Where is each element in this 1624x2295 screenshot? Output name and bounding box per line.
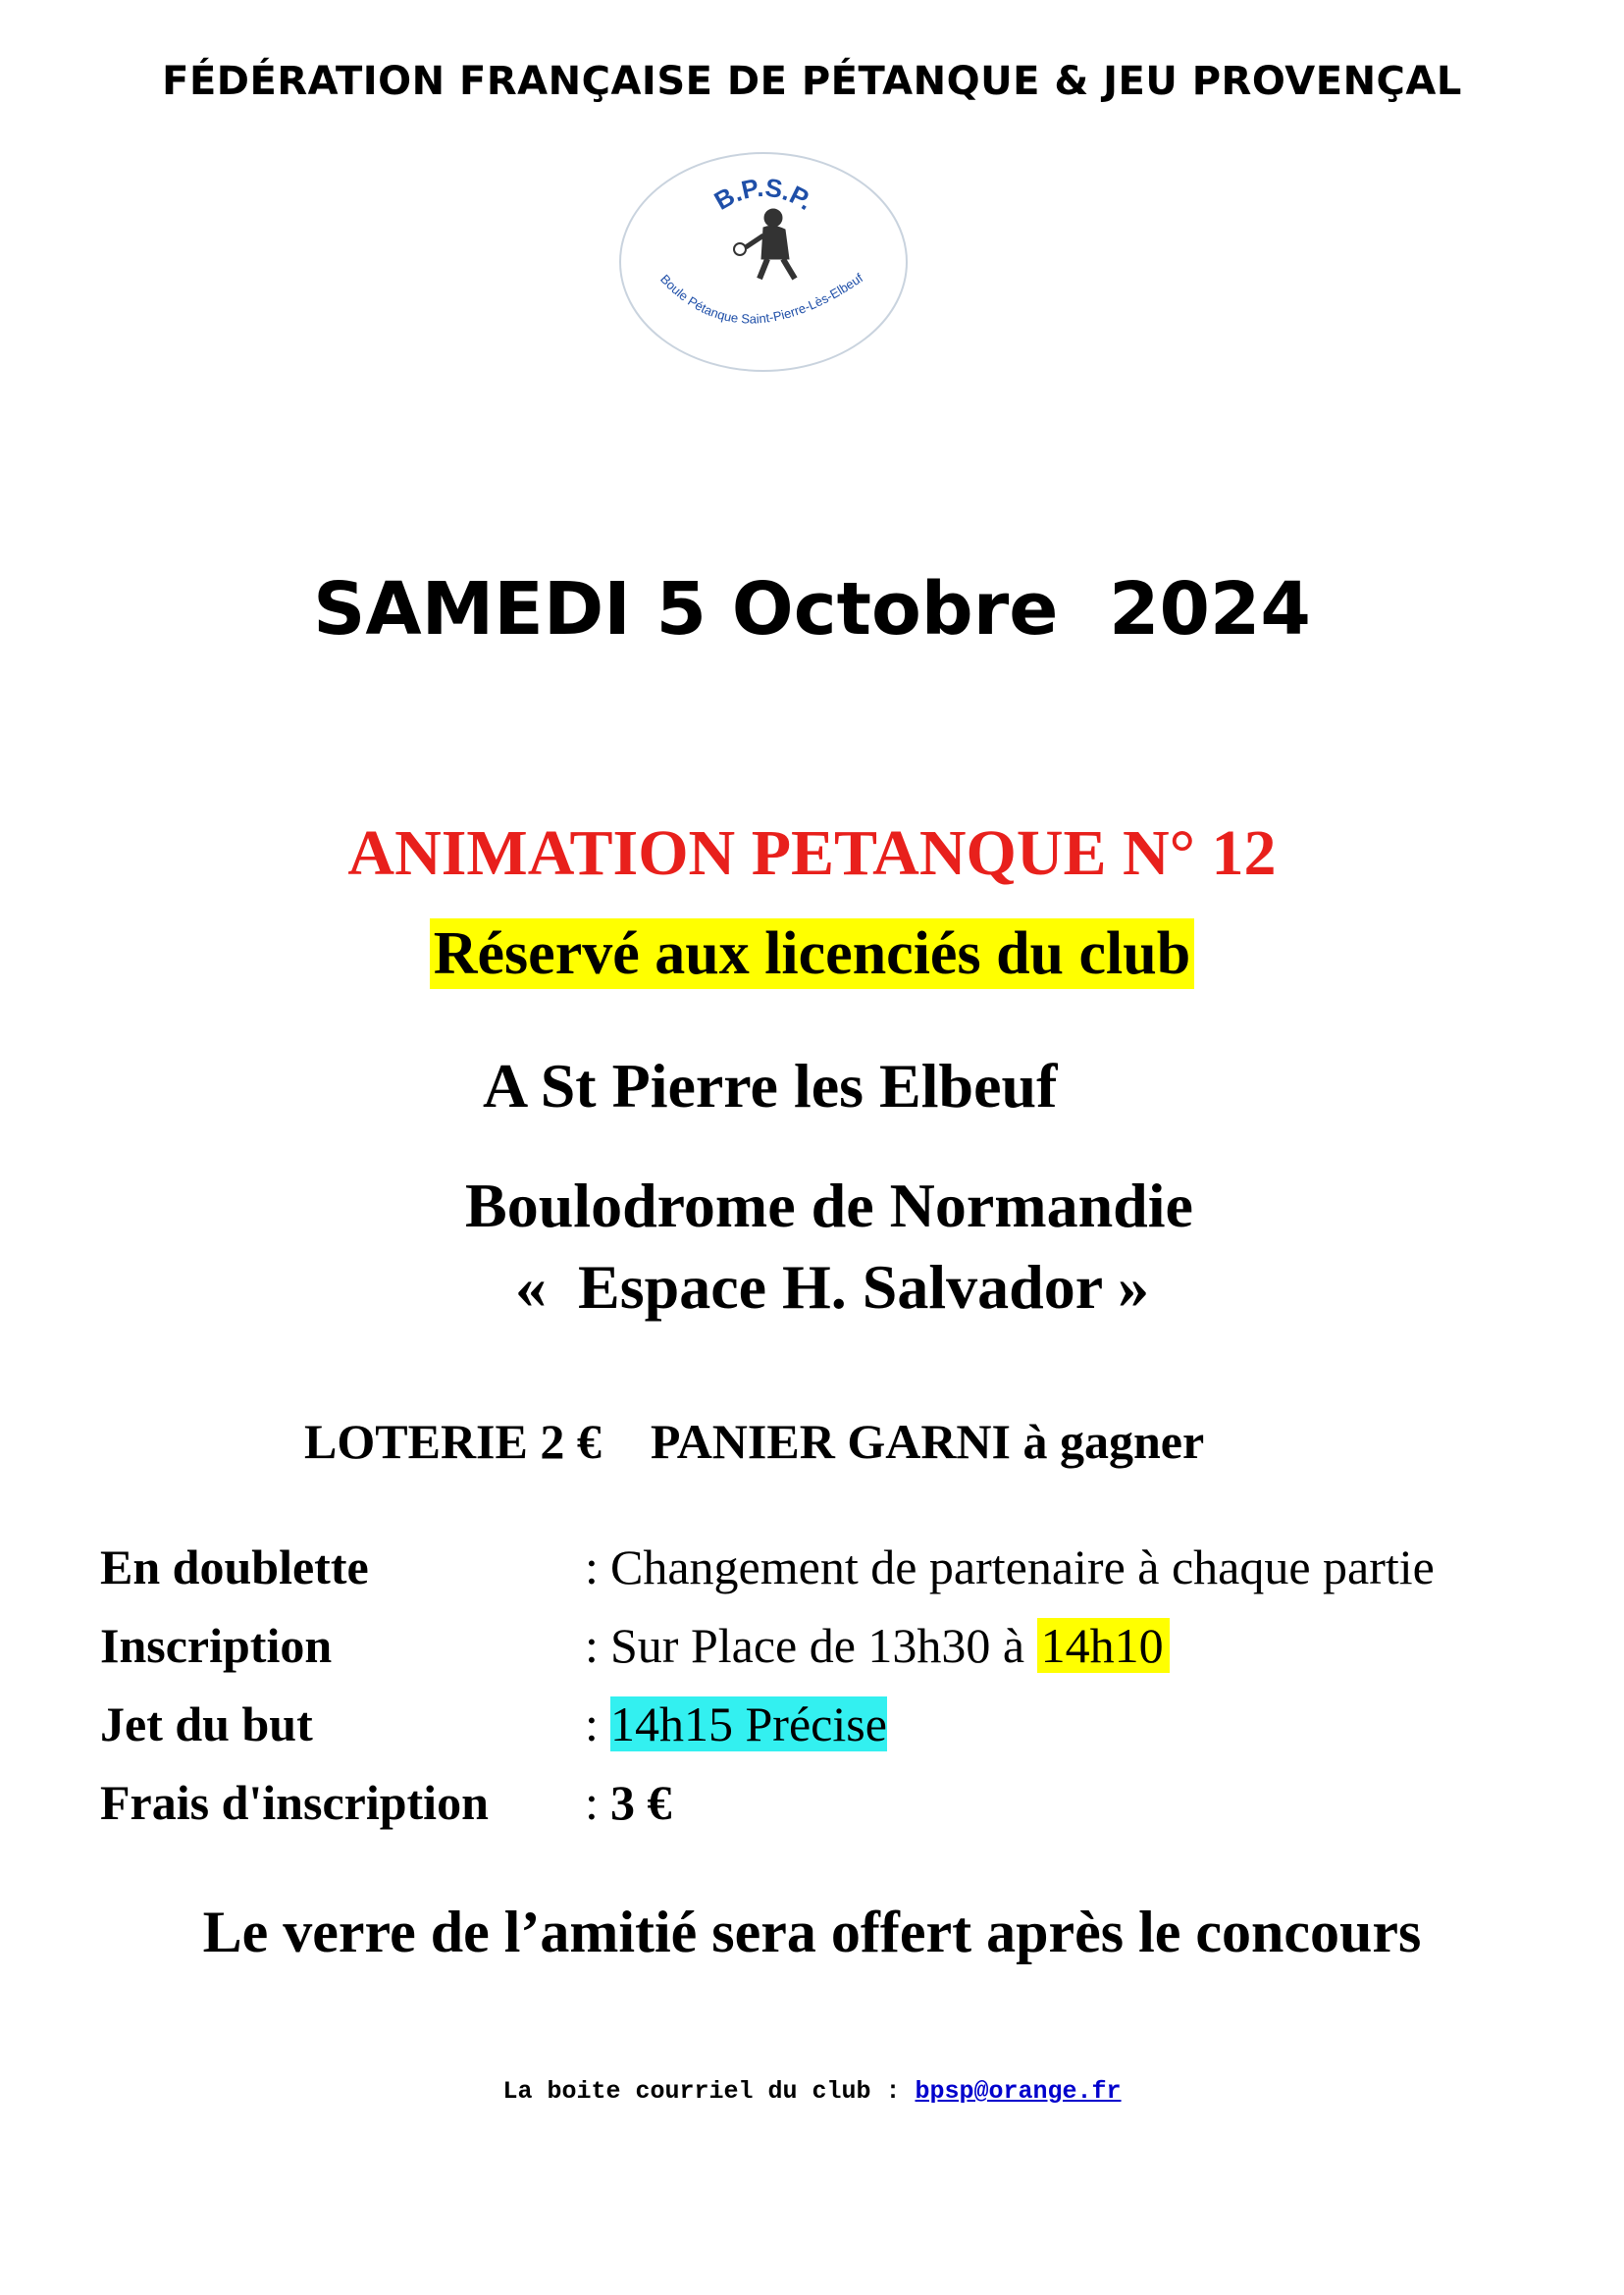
start-time-highlight: 14h15 Précise [610, 1696, 887, 1751]
info-value-format: Changement de partenaire à chaque partie [610, 1539, 1435, 1594]
logo-acronym: B.P.S.P. [708, 172, 819, 216]
info-value-fee: 3 € [610, 1775, 672, 1830]
info-label-format: En doublette [100, 1539, 369, 1594]
info-label-start: Jet du but [100, 1696, 313, 1751]
footer-text: La boite courriel du club : [502, 2077, 916, 2106]
info-separator: : [585, 1696, 599, 1751]
closing-note: Le verre de l’amitié sera offert après le concours [202, 1900, 1422, 1964]
registration-deadline-highlight: 14h10 [1037, 1618, 1170, 1673]
info-separator: : [585, 1618, 599, 1673]
event-venue: Boulodrome de Normandie [465, 1171, 1193, 1240]
federation-title: FÉDÉRATION FRANÇAISE DE PÉTANQUE & JEU PROVENÇAL [162, 59, 1462, 104]
event-town: A St Pierre les Elbeuf [483, 1051, 1058, 1121]
event-venue-name: « Espace H. Salvador » [515, 1252, 1149, 1322]
info-value-registration [610, 1617, 1170, 1674]
lottery-line: LOTERIE 2 € PANIER GARNI à gagner [304, 1414, 1205, 1469]
logo-club-name: Boule Pétanque Saint-Pierre-Lès-Elbeuf [657, 270, 866, 327]
club-email-link[interactable]: bpsp@orange.fr [915, 2077, 1122, 2106]
footer [0, 2077, 1624, 2106]
info-value-start [610, 1695, 887, 1752]
info-separator: : [585, 1539, 599, 1594]
event-title: ANIMATION PETANQUE N° 12 [347, 817, 1277, 889]
event-date: SAMEDI 5 Octobre 2024 [313, 567, 1311, 652]
registration-time-range: Sur Place de 13h30 à [610, 1618, 1037, 1673]
info-label-registration: Inscription [100, 1618, 333, 1673]
club-logo [616, 149, 911, 375]
info-separator: : [585, 1775, 599, 1830]
members-only-notice: Réservé aux licenciés du club [430, 918, 1195, 989]
info-label-fee: Frais d'inscription [100, 1775, 489, 1830]
